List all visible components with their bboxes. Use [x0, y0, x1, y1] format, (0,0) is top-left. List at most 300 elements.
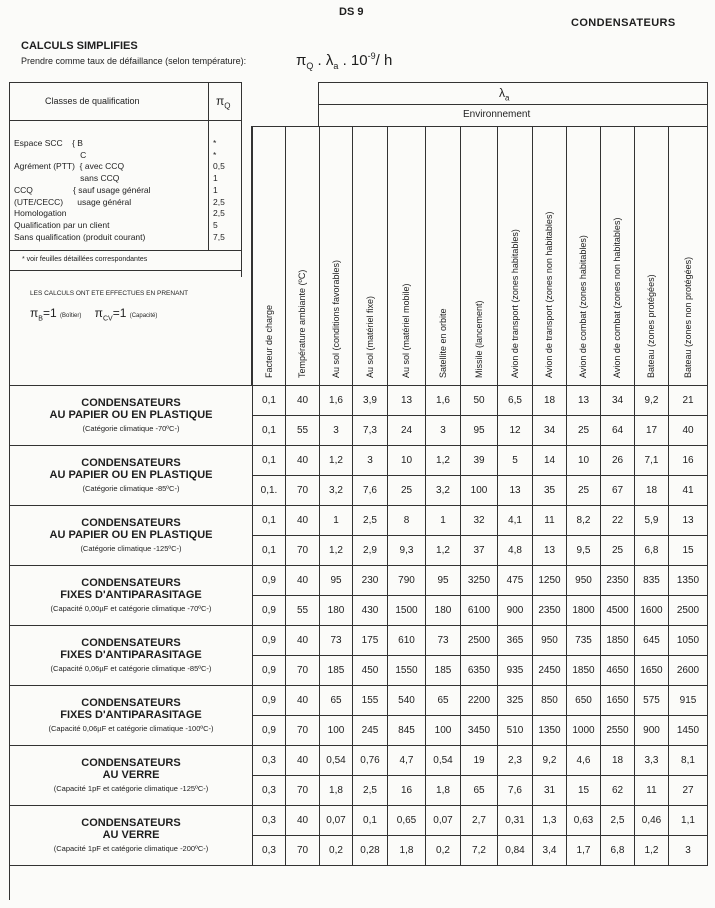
- column-rule: [707, 126, 708, 385]
- table-cell: 1,2: [426, 446, 461, 476]
- table-cell: 18: [533, 386, 567, 416]
- column-header: Avion de combat (zones habitables): [578, 235, 588, 378]
- table-cell: 180: [426, 596, 461, 626]
- qualification-value: 5: [213, 219, 218, 230]
- table-cell: 50: [461, 386, 498, 416]
- table-cell: 4,7: [388, 746, 426, 776]
- table-cell: 4500: [601, 596, 635, 626]
- table-cell: 2350: [533, 596, 567, 626]
- table-cell: 1,6: [426, 386, 461, 416]
- table-cell: 900: [635, 716, 669, 746]
- table-cell: 15: [669, 536, 708, 566]
- table-cell: 510: [498, 716, 533, 746]
- capacitor-type: [10, 746, 253, 806]
- table-cell: 40: [286, 626, 320, 656]
- table-cell: 40: [286, 506, 320, 536]
- capacitor-category: (Capacité 1pF et catégorie climatique -200ºC-): [53, 843, 209, 853]
- table-cell: 1,3: [533, 806, 567, 836]
- qualification-note: * voir feuilles détaillées correspondantes: [22, 256, 148, 263]
- table-cell: 73: [426, 626, 461, 656]
- table-cell: 0,1: [253, 536, 286, 566]
- table-cell: 1,8: [426, 776, 461, 806]
- table-cell: 100: [320, 716, 353, 746]
- table-cell: 1850: [601, 626, 635, 656]
- table-cell: 7,3: [353, 416, 388, 446]
- table-row: [10, 446, 708, 476]
- qualification-label: Agrément (PTT) { avec CCQ: [14, 161, 125, 172]
- table-cell: 11: [635, 776, 669, 806]
- column-header: Au sol (matériel mobile): [401, 283, 411, 378]
- table-cell: 0,9: [253, 686, 286, 716]
- table-row: [10, 626, 708, 656]
- table-cell: 70: [286, 776, 320, 806]
- rule: [9, 250, 242, 251]
- table-cell: 4,1: [498, 506, 533, 536]
- table-cell: 40: [286, 386, 320, 416]
- capacitor-category: (Catégorie climatique -70ºC-): [82, 423, 180, 433]
- table-cell: 6350: [461, 656, 498, 686]
- table-cell: 1050: [669, 626, 708, 656]
- table-cell: 1350: [533, 716, 567, 746]
- table-cell: 18: [635, 476, 669, 506]
- table-cell: 19: [461, 746, 498, 776]
- table-cell: 2,5: [353, 776, 388, 806]
- table-cell: 1650: [601, 686, 635, 716]
- table-cell: 0,07: [320, 806, 353, 836]
- table-cell: 0,76: [353, 746, 388, 776]
- table-cell: 6,5: [498, 386, 533, 416]
- table-cell: 4,8: [498, 536, 533, 566]
- table-cell: 1,2: [320, 536, 353, 566]
- table-row: [10, 566, 708, 596]
- table-cell: 0,31: [498, 806, 533, 836]
- table-cell: 1450: [669, 716, 708, 746]
- column-header: Température ambiante (ºC): [297, 269, 307, 378]
- table-cell: 13: [567, 386, 601, 416]
- rule: [9, 120, 242, 121]
- table-cell: 0,9: [253, 596, 286, 626]
- column-rule: [460, 126, 461, 385]
- table-cell: 70: [286, 656, 320, 686]
- rule: [318, 104, 708, 105]
- environment-header: Environnement: [463, 109, 531, 120]
- calculation-factors: $\pi_B=1$ (Boîtier) $\pi_{CV}=1$ (Capacité): [30, 306, 158, 323]
- table-cell: 0,2: [426, 836, 461, 866]
- table-cell: 6,8: [601, 836, 635, 866]
- column-rule: [285, 126, 286, 385]
- table-cell: 0,07: [426, 806, 461, 836]
- column-header: Avion de combat (zones non habitables): [612, 217, 622, 378]
- table-cell: 180: [320, 596, 353, 626]
- pi-q-header: $\pi_Q$: [216, 94, 231, 111]
- table-cell: 3250: [461, 566, 498, 596]
- table-cell: 65: [320, 686, 353, 716]
- table-cell: 610: [388, 626, 426, 656]
- qualification-value: *: [213, 138, 217, 148]
- capacitor-type: [10, 566, 253, 626]
- table-cell: 430: [353, 596, 388, 626]
- capacitor-name: CONDENSATEURS AU PAPIER OU EN PLASTIQUE: [49, 396, 213, 421]
- table-cell: 100: [461, 476, 498, 506]
- table-cell: 185: [320, 656, 353, 686]
- column-header: Satellite en orbite: [437, 308, 448, 378]
- table-cell: 0,46: [635, 806, 669, 836]
- table-cell: 0,3: [253, 806, 286, 836]
- capacitor-name: CONDENSATEURS AU VERRE: [81, 816, 181, 841]
- rule: [318, 82, 708, 83]
- table-cell: 10: [567, 446, 601, 476]
- table-cell: 0,84: [498, 836, 533, 866]
- table-cell: 10: [388, 446, 426, 476]
- table-cell: 0,1: [253, 446, 286, 476]
- capacitor-category: (Catégorie climatique -125ºC-): [80, 543, 182, 553]
- table-cell: 70: [286, 536, 320, 566]
- capacitor-name: CONDENSATEURS AU PAPIER OU EN PLASTIQUE: [49, 516, 213, 541]
- table-cell: 65: [426, 686, 461, 716]
- table-cell: 1850: [567, 656, 601, 686]
- table-cell: 0,3: [253, 776, 286, 806]
- table-cell: 40: [286, 746, 320, 776]
- table-cell: 540: [388, 686, 426, 716]
- table-cell: 835: [635, 566, 669, 596]
- table-cell: 1: [320, 506, 353, 536]
- table-cell: 5: [498, 446, 533, 476]
- table-cell: 9,2: [635, 386, 669, 416]
- column-rule: [532, 126, 533, 385]
- table-row: [10, 386, 708, 416]
- table-cell: 2,5: [601, 806, 635, 836]
- table-cell: 230: [353, 566, 388, 596]
- table-cell: 155: [353, 686, 388, 716]
- capacitor-type: [10, 446, 253, 506]
- table-cell: 24: [388, 416, 426, 446]
- capacitor-type: [10, 686, 253, 746]
- column-rule: [600, 126, 601, 385]
- table-cell: 95: [320, 566, 353, 596]
- table-cell: 1250: [533, 566, 567, 596]
- table-cell: 13: [669, 506, 708, 536]
- table-cell: 3450: [461, 716, 498, 746]
- qualification-value: 1: [213, 173, 218, 184]
- table-cell: 41: [669, 476, 708, 506]
- column-header: Bateau (zones protégées): [646, 274, 656, 378]
- table-cell: 70: [286, 836, 320, 866]
- table-cell: 475: [498, 566, 533, 596]
- table-cell: 65: [461, 776, 498, 806]
- capacitor-type: [10, 806, 253, 866]
- table-cell: 55: [286, 596, 320, 626]
- qualification-label: sans CCQ: [14, 173, 120, 184]
- table-cell: 16: [388, 776, 426, 806]
- lambda-header: $\lambda_a$: [499, 86, 510, 103]
- table-cell: 9,3: [388, 536, 426, 566]
- capacitor-category: (Capacité 0,00µF et catégorie climatique -70ºC-): [50, 603, 212, 613]
- table-cell: 7,6: [498, 776, 533, 806]
- table-cell: 6100: [461, 596, 498, 626]
- table-cell: 73: [320, 626, 353, 656]
- table-cell: 2550: [601, 716, 635, 746]
- table-cell: 1,8: [320, 776, 353, 806]
- table-cell: 5,9: [635, 506, 669, 536]
- document-number: DS 9: [339, 6, 364, 18]
- table-cell: 16: [669, 446, 708, 476]
- table-cell: 3: [426, 416, 461, 446]
- table-cell: 185: [426, 656, 461, 686]
- table-cell: 7,6: [353, 476, 388, 506]
- table-cell: 1350: [669, 566, 708, 596]
- table-cell: 1600: [635, 596, 669, 626]
- table-cell: 32: [461, 506, 498, 536]
- table-cell: 0,65: [388, 806, 426, 836]
- table-cell: 25: [388, 476, 426, 506]
- table-row: [10, 686, 708, 716]
- formula: $\pi_Q$ . $\lambda_a$ . $10^{-9}/$ h: [296, 51, 393, 71]
- table-cell: 40: [286, 686, 320, 716]
- table-cell: 95: [426, 566, 461, 596]
- table-cell: 0,9: [253, 566, 286, 596]
- table-cell: 845: [388, 716, 426, 746]
- table-cell: 9,5: [567, 536, 601, 566]
- capacitor-name: CONDENSATEURS FIXES D'ANTIPARASITAGE: [60, 576, 202, 601]
- capacitor-type: [10, 626, 253, 686]
- table-cell: 6,8: [635, 536, 669, 566]
- table-cell: 0,3: [253, 836, 286, 866]
- capacitor-category: (Catégorie climatique -85ºC-): [82, 483, 180, 493]
- table-cell: 25: [601, 536, 635, 566]
- category-title: CONDENSATEURS: [571, 17, 676, 29]
- table-cell: 850: [533, 686, 567, 716]
- table-cell: 3: [320, 416, 353, 446]
- column-rule: [425, 126, 426, 385]
- table-cell: 2200: [461, 686, 498, 716]
- table-cell: 13: [498, 476, 533, 506]
- column-rule: [352, 126, 353, 385]
- table-cell: 14: [533, 446, 567, 476]
- table-cell: 1: [426, 506, 461, 536]
- table-cell: 7,2: [461, 836, 498, 866]
- table-cell: 3: [669, 836, 708, 866]
- table-cell: 2350: [601, 566, 635, 596]
- table-cell: 35: [533, 476, 567, 506]
- table-cell: 2,7: [461, 806, 498, 836]
- table-row: [10, 506, 708, 536]
- table-cell: 62: [601, 776, 635, 806]
- column-rule: [566, 126, 567, 385]
- page-title: CALCULS SIMPLIFIES: [21, 40, 138, 52]
- table-cell: 1,7: [567, 836, 601, 866]
- table-cell: 25: [567, 416, 601, 446]
- table-cell: 8: [388, 506, 426, 536]
- table-cell: 1,6: [320, 386, 353, 416]
- table-cell: 15: [567, 776, 601, 806]
- table-cell: 18: [601, 746, 635, 776]
- table-cell: 11: [533, 506, 567, 536]
- capacitor-category: (Capacité 0,06µF et catégorie climatique -85ºC-): [50, 663, 212, 673]
- qualification-value: 1: [213, 184, 218, 195]
- table-cell: 40: [286, 806, 320, 836]
- table-cell: 2,3: [498, 746, 533, 776]
- column-header: Au sol (matériel fixe): [364, 295, 375, 378]
- table-cell: 3,4: [533, 836, 567, 866]
- table-cell: 64: [601, 416, 635, 446]
- table-cell: 0,28: [353, 836, 388, 866]
- table-cell: 1,1: [669, 806, 708, 836]
- rule: [208, 82, 209, 250]
- table-cell: 9,2: [533, 746, 567, 776]
- table-cell: 450: [353, 656, 388, 686]
- table-cell: 915: [669, 686, 708, 716]
- table-cell: 3,2: [320, 476, 353, 506]
- qualification-value: 7,5: [213, 231, 225, 242]
- table-cell: 40: [286, 566, 320, 596]
- table-cell: 95: [461, 416, 498, 446]
- column-rule: [668, 126, 669, 385]
- table-cell: 1,8: [388, 836, 426, 866]
- column-rule: [252, 126, 253, 385]
- table-cell: 0,1: [253, 416, 286, 446]
- capacitor-type: [10, 506, 253, 566]
- table-cell: 55: [286, 416, 320, 446]
- qualification-value: *: [213, 149, 217, 160]
- table-cell: 175: [353, 626, 388, 656]
- table-cell: 0,2: [320, 836, 353, 866]
- table-cell: 0,9: [253, 716, 286, 746]
- capacitor-name: CONDENSATEURS AU PAPIER OU EN PLASTIQUE: [49, 456, 213, 481]
- qualification-label: (UTE/CECC) usage général: [14, 196, 132, 207]
- column-rule: [387, 126, 388, 385]
- qualification-label: C: [14, 149, 87, 160]
- table-cell: 13: [533, 536, 567, 566]
- qualification-label: Homologation: [14, 208, 67, 219]
- table-cell: 70: [286, 476, 320, 506]
- page-subtitle: Prendre comme taux de défaillance (selon température):: [21, 56, 247, 66]
- table-cell: 0,63: [567, 806, 601, 836]
- table-cell: 67: [601, 476, 635, 506]
- table-cell: 245: [353, 716, 388, 746]
- table-cell: 900: [498, 596, 533, 626]
- table-cell: 1550: [388, 656, 426, 686]
- table-cell: 1,2: [635, 836, 669, 866]
- table-cell: 0,54: [320, 746, 353, 776]
- table-cell: 950: [533, 626, 567, 656]
- table-cell: 1650: [635, 656, 669, 686]
- table-cell: 0,54: [426, 746, 461, 776]
- table-cell: 8,1: [669, 746, 708, 776]
- calculation-note: LES CALCULS ONT ETE EFFECTUES EN PRENANT: [30, 290, 189, 297]
- capacitor-name: CONDENSATEURS AU VERRE: [81, 756, 181, 781]
- table-cell: 8,2: [567, 506, 601, 536]
- table-cell: 790: [388, 566, 426, 596]
- table-cell: 26: [601, 446, 635, 476]
- table-cell: 21: [669, 386, 708, 416]
- table-cell: 0,1: [253, 506, 286, 536]
- column-header: Facteur de charge: [263, 304, 274, 378]
- column-rule: [634, 126, 635, 385]
- table-cell: 22: [601, 506, 635, 536]
- table-cell: 735: [567, 626, 601, 656]
- qualification-value: 0,5: [213, 161, 225, 172]
- table-cell: 1500: [388, 596, 426, 626]
- table-cell: 17: [635, 416, 669, 446]
- rule: [9, 270, 242, 271]
- column-rule: [319, 126, 320, 385]
- table-cell: 34: [601, 386, 635, 416]
- table-row: [10, 746, 708, 776]
- table-cell: 34: [533, 416, 567, 446]
- table-cell: 12: [498, 416, 533, 446]
- table-row: [10, 806, 708, 836]
- table-cell: 935: [498, 656, 533, 686]
- table-cell: 40: [286, 446, 320, 476]
- table-cell: 2,9: [353, 536, 388, 566]
- table-cell: 0,3: [253, 746, 286, 776]
- table-cell: 25: [567, 476, 601, 506]
- qualification-label: CCQ { sauf usage général: [14, 184, 151, 195]
- table-cell: 40: [669, 416, 708, 446]
- table-cell: 37: [461, 536, 498, 566]
- table-cell: 70: [286, 716, 320, 746]
- table-cell: 2,5: [353, 506, 388, 536]
- column-header: Avion de transport (zones habitables): [509, 229, 520, 378]
- table-cell: 31: [533, 776, 567, 806]
- table-cell: 2600: [669, 656, 708, 686]
- table-cell: 0,1: [253, 386, 286, 416]
- column-header: Missile (lancement): [473, 300, 484, 378]
- table-cell: 650: [567, 686, 601, 716]
- qualification-header: Classes de qualification: [45, 96, 140, 106]
- table-cell: 645: [635, 626, 669, 656]
- table-cell: 575: [635, 686, 669, 716]
- table-cell: 4650: [601, 656, 635, 686]
- table-cell: 2500: [669, 596, 708, 626]
- table-cell: 1800: [567, 596, 601, 626]
- table-cell: 3,3: [635, 746, 669, 776]
- table-cell: 0,9: [253, 626, 286, 656]
- capacitor-name: CONDENSATEURS FIXES D'ANTIPARASITAGE: [60, 636, 202, 661]
- rule: [241, 82, 242, 277]
- table-cell: 0,9: [253, 656, 286, 686]
- capacitor-category: (Capacité 1pF et catégorie climatique -125ºC-): [53, 783, 209, 793]
- qualification-value: 2,5: [213, 208, 225, 219]
- table-cell: 1,2: [320, 446, 353, 476]
- table-cell: 2500: [461, 626, 498, 656]
- table-cell: 13: [388, 386, 426, 416]
- table-cell: 4,6: [567, 746, 601, 776]
- table-cell: 1,2: [426, 536, 461, 566]
- table-cell: 3,9: [353, 386, 388, 416]
- table-cell: 39: [461, 446, 498, 476]
- failure-rate-table: [9, 385, 708, 866]
- table-cell: 2450: [533, 656, 567, 686]
- table-cell: 365: [498, 626, 533, 656]
- capacitor-category: (Capacité 0,06µF et catégorie climatique -100ºC-): [48, 723, 214, 733]
- table-cell: 0,1.: [253, 476, 286, 506]
- table-cell: 950: [567, 566, 601, 596]
- table-cell: 3: [353, 446, 388, 476]
- capacitor-type: [10, 386, 253, 446]
- capacitor-name: CONDENSATEURS FIXES D'ANTIPARASITAGE: [60, 696, 202, 721]
- column-header: Avion de transport (zones non habitables): [544, 211, 554, 378]
- qualification-label: Qualification par un client: [14, 219, 110, 230]
- table-cell: 3,2: [426, 476, 461, 506]
- qualification-value: 2,5: [213, 196, 225, 207]
- qualification-label: Sans qualification (produit courant): [14, 231, 146, 242]
- table-cell: 0,1: [353, 806, 388, 836]
- table-cell: 100: [426, 716, 461, 746]
- column-rule: [497, 126, 498, 385]
- table-cell: 7,1: [635, 446, 669, 476]
- qualification-label: Espace SCC { B: [14, 138, 83, 148]
